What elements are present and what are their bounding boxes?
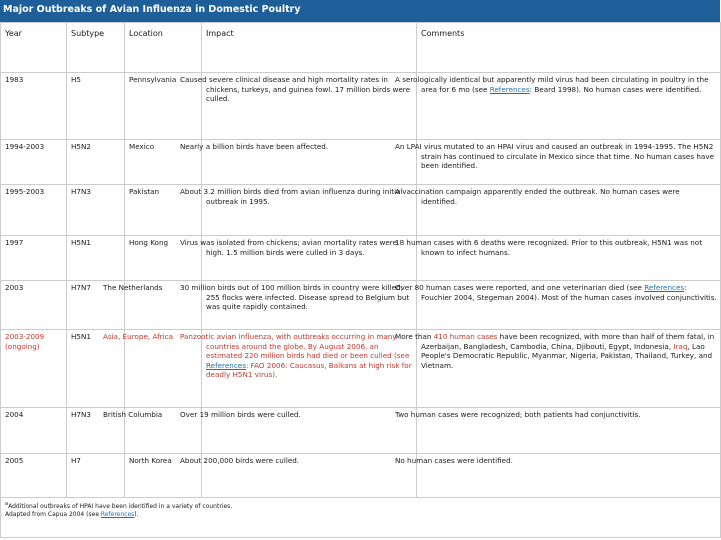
footnote-row	[1, 498, 721, 538]
cell-location: The Netherlands	[125, 281, 202, 330]
table-row	[1, 281, 721, 330]
cell-subtype: H7N3	[67, 408, 125, 454]
cell-year: 1994-2003	[1, 140, 67, 185]
cell-impact: Panzootic avian influenza, with outbreaks occurring in many countries around the globe. By August 2006, an estimated 220 million birds had died or been culled (see References: FAO 2006: Caucasus, Balkans at high risk for deadly H5N1 virus).	[202, 330, 417, 408]
cell-year: 1995-2003	[1, 185, 67, 236]
cell-year: 2004	[1, 408, 67, 454]
cell-location: Mexico	[125, 140, 202, 185]
col-header-comments: Comments	[417, 23, 721, 73]
cell-year: 2003-2009 (ongoing)	[1, 330, 67, 408]
col-header-impact: Impact	[202, 23, 417, 73]
cell-impact: Nearly a billion birds have been affected.	[202, 140, 417, 185]
cell-comments: 18 human cases with 6 deaths were recognized. Prior to this outbreak, H5N1 was not known to infect humans.	[417, 236, 721, 281]
cell-impact: About 3.2 million birds died from avian influenza during initial outbreak in 1995.	[202, 185, 417, 236]
cell-location: Pakistan	[125, 185, 202, 236]
references-link[interactable]: References	[206, 360, 246, 370]
cell-location: Asia, Europe, Africa	[125, 330, 202, 408]
cell-year: 2003	[1, 281, 67, 330]
cell-year: 2005	[1, 454, 67, 498]
cell-impact: 30 million birds out of 100 million birds in country were killed; 255 flocks were infected. Disease spread to Belgium but was quite rapidly contained.	[202, 281, 417, 330]
cell-impact: Caused severe clinical disease and high mortality rates in chickens, turkeys, and guinea fowl. 17 million birds were culled.	[202, 73, 417, 140]
table-row	[1, 73, 721, 140]
table-row	[1, 236, 721, 281]
cell-impact: About 200,000 birds were culled.	[202, 454, 417, 498]
cell-year: 1983	[1, 73, 67, 140]
cell-subtype: H7N3	[67, 185, 125, 236]
table-title: Major Outbreaks of Avian Influenza in Domestic Poultry	[0, 0, 720, 22]
col-header-subtype: Subtype	[67, 23, 125, 73]
footnote	[1, 498, 721, 538]
human-cases-highlight: 410 human cases	[433, 332, 498, 341]
header-row	[1, 23, 721, 73]
cell-subtype: H5	[67, 73, 125, 140]
col-header-location: Location	[125, 23, 202, 73]
cell-comments: Two human cases were recognized; both patients had conjunctivitis.	[417, 408, 721, 454]
cell-location: British Columbia	[125, 408, 202, 454]
cell-comments: More than 410 human cases have been recognized, with more than half of them fatal, in Azerbaijan, Bangladesh, Cambodia, China, Djibouti, Egypt, Indonesia, Iraq, Lao People's Democratic Republic, Myanmar, Nigeria, Pakistan, Thailand, Turkey, and Vietnam.	[417, 330, 721, 408]
references-link[interactable]: References	[100, 511, 135, 518]
table-row	[1, 330, 721, 408]
footnote-line-2: Adapted from Capua 2004 (see References).	[5, 511, 139, 518]
table-row	[1, 454, 721, 498]
cell-location: North Korea	[125, 454, 202, 498]
cell-subtype: H7N7	[67, 281, 125, 330]
col-header-year: Year	[1, 23, 67, 73]
cell-subtype: H5N1	[67, 236, 125, 281]
cell-comments: A serologically identical but apparently mild virus had been circulating in poultry in the area for 6 mo (see References: Beard 1998). No human cases were identified.	[417, 73, 721, 140]
cell-impact: Virus was isolated from chickens; avian mortality rates were high. 1.5 million birds were culled in 3 days.	[202, 236, 417, 281]
references-link[interactable]: References	[489, 84, 530, 94]
cell-impact: Over 19 million birds were culled.	[202, 408, 417, 454]
cell-location: Hong Kong	[125, 236, 202, 281]
cell-comments: An LPAI virus mutated to an HPAI virus and caused an outbreak in 1994-1995. The H5N2 strain has continued to circulate in Mexico since that time. No human cases have been identified.	[417, 140, 721, 185]
cell-comments: A vaccination campaign apparently ended the outbreak. No human cases were identified.	[417, 185, 721, 236]
cell-comments: No human cases were identified.	[417, 454, 721, 498]
iraq-highlight: Iraq	[673, 341, 688, 351]
cell-comments: Over 80 human cases were reported, and one veterinarian died (see References: Fouchier 2004, Stegeman 2004). Most of the human cases involved conjunctivitis.	[417, 281, 721, 330]
table-row	[1, 140, 721, 185]
outbreaks-table	[0, 22, 721, 538]
cell-subtype: H7	[67, 454, 125, 498]
cell-subtype: H5N2	[67, 140, 125, 185]
cell-year: 1997	[1, 236, 67, 281]
references-link[interactable]: References	[644, 283, 685, 292]
cell-subtype: H5N1	[67, 330, 125, 408]
cell-location: Pennsylvania	[125, 73, 202, 140]
table-row	[1, 185, 721, 236]
table-row	[1, 408, 721, 454]
footnote-line-1: $^a$Additional outbreaks of HPAI have been identified in a variety of countries.	[5, 501, 233, 510]
